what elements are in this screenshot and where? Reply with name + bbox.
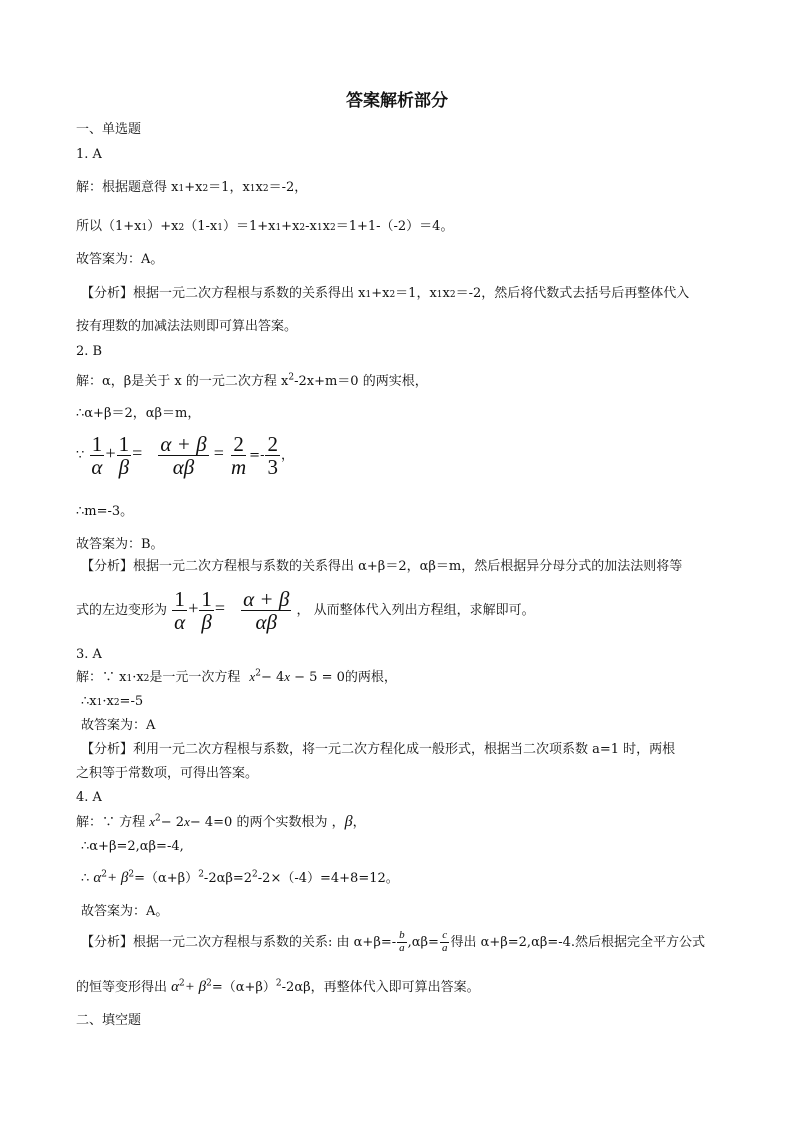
q1-number: 1. A xyxy=(76,147,102,162)
q2-analysis-line2: 式的左边变形为 $\frac{1}{\alpha}$ + $\frac{1}{\beta}$ = $\frac{\alpha + \beta}{\alpha\beta}$ ， 从而整体代入列出方程组，求解即可。 xyxy=(76,586,535,634)
q3-number: 3. A xyxy=(76,647,102,662)
q3-analysis-line1: 【分析】利用一元二次方程根与系数，将一元二次方程化成一般形式，根据当二次项系数 a=1 时，两根 xyxy=(81,742,676,757)
q4-analysis-line1: 【分析】根据一元二次方程根与系数的关系: 由 α+β=- $\frac{b}{a}$ ,αβ= $\frac{c}{a}$ 得出 α+β=2,αβ=-4.然后根据完全平方公式 xyxy=(81,929,706,954)
q4-analysis-line2: 的恒等变形得出 $\alpha^2+ \beta^2=(\alpha+\beta)^2-2\alpha\beta$，再整体代入即可算出答案。 xyxy=(76,978,480,995)
q2-solution-m: ∴m=-3。 xyxy=(76,504,134,519)
q4-solution-line1: 解：∵ 方程 $x^2- 2x- 4=0$ 的两个实数根为 ，β， xyxy=(76,813,366,830)
frac-1-over-alpha-2: $\frac{1}{\alpha}$ xyxy=(174,586,186,634)
q3-answer: 故答案为：A xyxy=(81,718,156,733)
frac-b-over-a: $\frac{b}{a}$ xyxy=(399,929,405,954)
q2-analysis-line1: 【分析】根据一元二次方程根与系数的关系得出 α+β＝2，αβ＝m，然后根据异分母分式的加法法则将等 xyxy=(81,559,683,574)
q1-answer: 故答案为：A。 xyxy=(76,252,164,267)
q1-analysis-line1: 【分析】根据一元二次方程根与系数的关系得出 x1+x2＝1，x1x2＝-2，然后将代数式去括号后再整体代入 xyxy=(81,286,690,301)
q3-solution-line2: ∴x1·x2=-5 xyxy=(81,694,144,709)
frac-2-over-m: $\frac{2}{m}$ xyxy=(231,431,247,479)
frac-sum-over-product-2: $\frac{\alpha + \beta}{\alpha\beta}$ xyxy=(243,586,290,634)
q4-number: 4. A xyxy=(76,790,102,805)
q2-answer: 故答案为：B。 xyxy=(76,537,164,552)
frac-2-over-3: $\frac{2}{3}$ xyxy=(267,431,278,479)
q4-solution-line2: ∴α+β=2,αβ=-4, xyxy=(81,839,184,854)
q1-solution-line1: 解：根据题意得 x1+x2＝1，x1x2＝-2， xyxy=(76,180,308,195)
frac-1-over-alpha: $\frac{1}{\alpha}$ xyxy=(91,431,103,479)
q3-analysis-line2: 之积等于常数项，可得出答案。 xyxy=(76,766,259,781)
frac-1-over-beta: $\frac{1}{\beta}$ xyxy=(118,431,130,479)
frac-sum-over-product: $\frac{\alpha + \beta}{\alpha\beta}$ xyxy=(160,431,207,479)
q3-solution-line1: 解：∵ x1·x2是一元一次方程 $x^2- 4x - 5 = 0$的两根， xyxy=(76,668,397,685)
q2-solution-line2: ∴α+β＝2，αβ＝m， xyxy=(76,406,201,421)
q4-solution-line3: ∴ $\alpha^2+ \beta^2=(\alpha+\beta)^2-2\alpha\beta=2^2-2\times(-4)=4+8=12$。 xyxy=(81,869,399,886)
frac-c-over-a: $\frac{c}{a}$ xyxy=(441,929,448,954)
section-heading-fill-in: 二、填空题 xyxy=(76,1013,142,1028)
q2-number: 2. B xyxy=(76,344,103,359)
frac-1-over-beta-2: $\frac{1}{\beta}$ xyxy=(201,586,212,634)
q2-fraction-equation: ∵ $\frac{1}{\alpha}$ + $\frac{1}{\beta}$ = $\frac{\alpha + \beta}{\alpha\beta}$ = $\frac{2}{m}$ =- $\frac{2}{3}$ ， xyxy=(76,431,294,479)
page-title: 答案解析部分 xyxy=(346,91,448,111)
q1-analysis-line2: 按有理数的加减法法则即可算出答案。 xyxy=(76,319,298,334)
q2-solution-line1: 解：α，β是关于 x 的一元二次方程 $x^2-2x+m=0$ 的两实根， xyxy=(76,372,428,389)
q4-answer: 故答案为：A。 xyxy=(81,904,169,919)
section-heading-single-choice: 一、单选题 xyxy=(76,122,142,137)
q1-solution-line2: 所以（1+x1）+x2（1-x1）＝1+x1+x2-x1x2＝1+1-（-2）＝4。 xyxy=(76,219,454,234)
